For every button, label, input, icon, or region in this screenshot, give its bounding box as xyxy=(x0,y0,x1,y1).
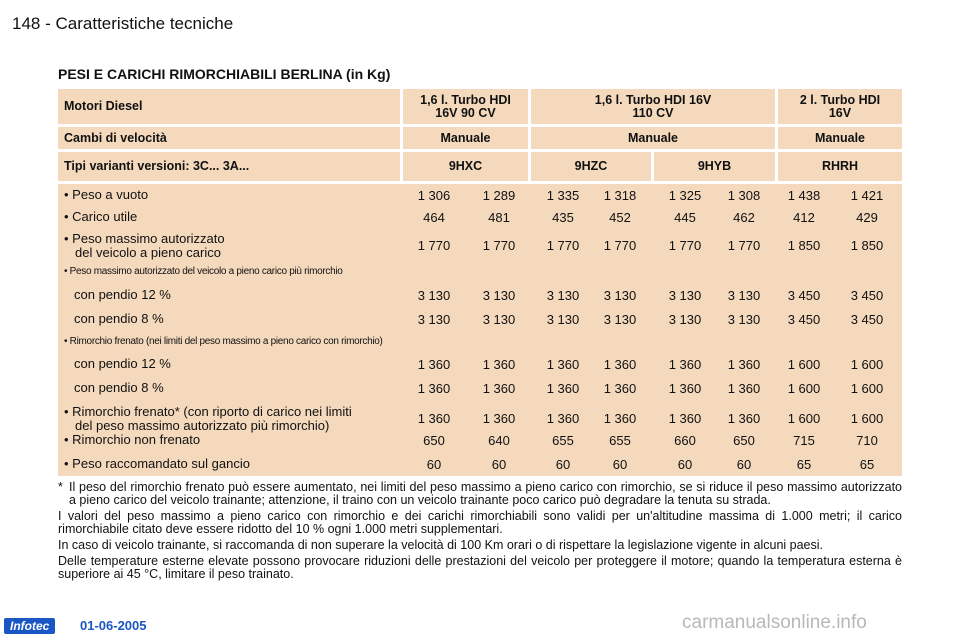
table-cell: 3 130 xyxy=(668,312,702,327)
footnote-mark: * xyxy=(58,480,63,494)
table-cell: 1 360 xyxy=(546,411,580,426)
row-label-line1: con pendio 12 % xyxy=(74,356,171,371)
table-cell: 650 xyxy=(423,433,445,448)
table-cell: 429 xyxy=(856,210,878,225)
table-cell: 1 360 xyxy=(603,357,637,372)
row-label xyxy=(74,357,171,371)
note-altitude: I valori del peso massimo a pieno carico con rimorchio e dei carichi rimorchiabili sono validi per un'altitudine massima di 1.000 metri; il carico rimorchiabile citato deve essere ridotto del 10 % ogni 1.000 metri supplementari. xyxy=(58,509,902,536)
table-cell: 1 360 xyxy=(603,411,637,426)
gearbox-1: Manuale xyxy=(403,127,528,149)
row-label xyxy=(64,188,148,202)
row-label-line1: con pendio 8 % xyxy=(74,311,164,326)
table-cell: 1 770 xyxy=(603,238,637,253)
row-label xyxy=(64,210,137,224)
table-cell: 65 xyxy=(796,457,812,472)
table-cell: 710 xyxy=(856,433,878,448)
table-cell: 1 360 xyxy=(727,381,761,396)
table-cell: 462 xyxy=(733,210,755,225)
table-cell: 1 360 xyxy=(727,411,761,426)
footnote-text: Il peso del rimorchio frenato può essere aumentato, nei limiti del peso massimo a pieno carico con rimorchio, se si riduce il peso massimo autorizzato a pieno carico del veicolo trainante; attenzione, il traino con un veicolo trainante poco carico può degradare la tenuta su strada. xyxy=(69,480,902,507)
engine-label: Motori Diesel xyxy=(58,89,400,124)
table-cell: 650 xyxy=(733,433,755,448)
engine-1-line1: 1,6 l. Turbo HDI xyxy=(420,92,511,107)
table-row xyxy=(58,433,902,449)
engine-3-line1: 2 l. Turbo HDI xyxy=(799,92,881,107)
table-cell: 3 130 xyxy=(417,312,451,327)
table-cell: 1 360 xyxy=(603,381,637,396)
row-label-line1: • Peso massimo autorizzato xyxy=(64,231,225,246)
table-cell: 1 770 xyxy=(417,238,451,253)
page-number: 148 xyxy=(12,14,41,33)
table-cell: 3 130 xyxy=(546,288,580,303)
table-cell: 1 360 xyxy=(417,381,451,396)
table-cell: 1 360 xyxy=(417,411,451,426)
table-row xyxy=(58,265,902,279)
table-cell: 1 850 xyxy=(850,238,884,253)
table-row xyxy=(58,210,902,226)
engine-header-2 xyxy=(531,89,775,124)
table-cell: 1 600 xyxy=(787,411,821,426)
table-cell: 65 xyxy=(859,457,875,472)
table-cell: 655 xyxy=(552,433,574,448)
table-cell: 1 360 xyxy=(668,411,702,426)
table-cell: 1 360 xyxy=(668,357,702,372)
gearbox-3: Manuale xyxy=(778,127,902,149)
engine-2-line1: 1,6 l. Turbo HDI 16V xyxy=(594,92,712,107)
table-cell: 3 130 xyxy=(417,288,451,303)
table-cell: 1 438 xyxy=(787,188,821,203)
table-cell: 3 450 xyxy=(850,288,884,303)
table-cell: 3 130 xyxy=(727,288,761,303)
table-cell: 1 360 xyxy=(727,357,761,372)
table-cell: 1 289 xyxy=(482,188,516,203)
version-1: 9HXC xyxy=(403,152,528,181)
table-cell: 3 130 xyxy=(668,288,702,303)
row-label xyxy=(74,288,171,302)
table-cell: 1 770 xyxy=(482,238,516,253)
row-label-line1: • Peso a vuoto xyxy=(64,187,149,202)
table-cell: 3 450 xyxy=(850,312,884,327)
engine-3-line2: 16V xyxy=(828,105,852,120)
row-label-line1: con pendio 12 % xyxy=(74,287,171,302)
table-cell: 464 xyxy=(423,210,445,225)
table-cell: 660 xyxy=(674,433,696,448)
table-cell: 1 421 xyxy=(850,188,884,203)
table-row xyxy=(58,312,902,328)
page-header xyxy=(12,14,233,34)
table-cell: 1 335 xyxy=(546,188,580,203)
notes xyxy=(58,481,902,584)
table-cell: 60 xyxy=(426,457,442,472)
table-cell: 3 450 xyxy=(787,288,821,303)
versions-label: Tipi varianti versioni: 3C... 3A... xyxy=(58,152,400,181)
engine-2-line2: 110 CV xyxy=(632,105,674,120)
infotec-logo: Infotec xyxy=(4,618,55,634)
table-cell: 715 xyxy=(793,433,815,448)
table-cell: 3 450 xyxy=(787,312,821,327)
table-cell: 1 770 xyxy=(668,238,702,253)
table-cell: 3 130 xyxy=(727,312,761,327)
table-cell: 1 850 xyxy=(787,238,821,253)
row-label xyxy=(64,457,250,471)
page-title: Caratteristiche tecniche xyxy=(55,14,234,33)
row-label-line1: • Rimorchio frenato* (con riporto di carico nei limiti xyxy=(64,404,352,419)
table-cell: 435 xyxy=(552,210,574,225)
table-cell: 1 770 xyxy=(727,238,761,253)
version-3: 9HYB xyxy=(654,152,775,181)
row-label xyxy=(64,433,200,447)
table-cell: 445 xyxy=(674,210,696,225)
table-cell: 412 xyxy=(793,210,815,225)
table-row xyxy=(58,405,902,435)
watermark: carmanualsonline.info xyxy=(682,612,867,633)
note-temperature: Delle temperature esterne elevate possono provocare riduzioni delle prestazioni del veicolo per proteggere il motore; quando la temperatura esterna è superiore ai 45 °C, limitare il peso trainato. xyxy=(58,554,902,581)
table-cell: 1 600 xyxy=(850,357,884,372)
footnote xyxy=(58,481,902,507)
section-title: PESI E CARICHI RIMORCHIABILI BERLINA (in Kg) xyxy=(58,66,391,82)
row-label xyxy=(64,335,383,349)
table-cell: 640 xyxy=(488,433,510,448)
gearbox-2: Manuale xyxy=(531,127,775,149)
row-label-line2: del peso massimo autorizzato più rimorchio) xyxy=(75,418,330,433)
table-row xyxy=(58,288,902,304)
version-4: RHRH xyxy=(778,152,902,181)
row-label-line1: • Peso massimo autorizzato del veicolo a pieno carico più rimorchio xyxy=(64,266,343,277)
row-label-line2: del veicolo a pieno carico xyxy=(75,245,221,260)
table-cell: 60 xyxy=(491,457,507,472)
row-label xyxy=(64,265,343,279)
table-cell: 1 360 xyxy=(482,357,516,372)
table-cell: 1 600 xyxy=(787,357,821,372)
table-cell: 1 770 xyxy=(546,238,580,253)
row-label-line1: • Peso raccomandato sul gancio xyxy=(64,456,250,471)
table-cell: 3 130 xyxy=(482,288,516,303)
row-label-line1: • Rimorchio frenato (nei limiti del peso massimo a pieno carico con rimorchio) xyxy=(64,336,383,347)
table-cell: 1 600 xyxy=(850,411,884,426)
engine-header-3 xyxy=(778,89,902,124)
row-label-line1: con pendio 8 % xyxy=(74,380,164,395)
table-cell: 60 xyxy=(555,457,571,472)
note-speed: In caso di veicolo trainante, si raccomanda di non superare la velocità di 100 Km orari o di rispettare la legislazione vigente in alcuni paesi. xyxy=(58,538,824,552)
table-cell: 1 360 xyxy=(546,357,580,372)
row-label xyxy=(64,232,225,260)
table-cell: 1 325 xyxy=(668,188,702,203)
gearbox-label: Cambi di velocità xyxy=(58,127,400,149)
table-cell: 60 xyxy=(612,457,628,472)
table-cell: 60 xyxy=(677,457,693,472)
table-cell: 1 600 xyxy=(787,381,821,396)
engine-header-1 xyxy=(403,89,528,124)
table-cell: 655 xyxy=(609,433,631,448)
table-row xyxy=(58,357,902,373)
table-row xyxy=(58,335,902,349)
table-cell: 1 360 xyxy=(668,381,702,396)
row-label xyxy=(74,381,164,395)
table-cell: 3 130 xyxy=(603,312,637,327)
row-label-line1: • Rimorchio non frenato xyxy=(64,432,201,447)
engine-1-line2: 16V 90 CV xyxy=(435,105,496,120)
header-separator: - xyxy=(45,14,51,33)
edition-date: 01-06-2005 xyxy=(80,618,147,633)
table-cell: 1 318 xyxy=(603,188,637,203)
version-2: 9HZC xyxy=(531,152,651,181)
table-row xyxy=(58,381,902,397)
table-cell: 1 360 xyxy=(417,357,451,372)
table-row xyxy=(58,188,902,204)
table-cell: 3 130 xyxy=(603,288,637,303)
table-cell: 1 360 xyxy=(546,381,580,396)
table-cell: 1 360 xyxy=(482,381,516,396)
table-cell: 1 308 xyxy=(727,188,761,203)
table-cell: 60 xyxy=(736,457,752,472)
table-cell: 1 306 xyxy=(417,188,451,203)
table-cell: 3 130 xyxy=(482,312,516,327)
table-row xyxy=(58,457,902,473)
table-cell: 1 360 xyxy=(482,411,516,426)
table-cell: 481 xyxy=(488,210,510,225)
row-label xyxy=(64,405,352,433)
row-label xyxy=(74,312,164,326)
table-cell: 1 600 xyxy=(850,381,884,396)
table-row xyxy=(58,232,902,260)
table-cell: 3 130 xyxy=(546,312,580,327)
table-cell: 452 xyxy=(609,210,631,225)
row-label-line1: • Carico utile xyxy=(64,209,138,224)
